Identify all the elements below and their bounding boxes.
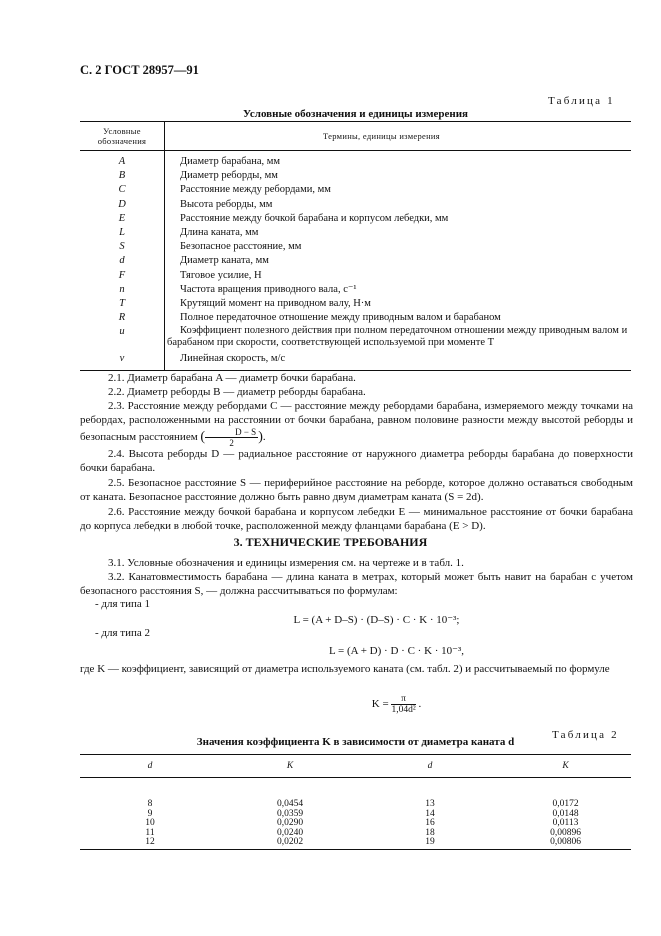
table2 [80, 754, 631, 850]
table1 [80, 121, 631, 371]
table1-definition: Диаметр реборды, мм [180, 170, 278, 182]
table2-cell: 12 [80, 838, 220, 849]
fraction-pi-over-104d2: $\frac{\pi}{\text{1,04d²}}$ [391, 694, 416, 715]
table2-label: Таблица 2 [552, 729, 619, 741]
table2-cell: 0,0454 [276, 799, 304, 809]
paragraph-2-3-text: 2.3. Расстояние между ребордами C — расстояние между ребордами барабана, измеряемого между точками на ребордах, расположенными на расстоянии от бочки барабана, равном половине разности между высотой реборды и безопасным расстоянием [80, 400, 633, 444]
table2-cell: 9 [147, 808, 153, 819]
paragraph-3-2: 3.2. Канатовместимость барабана — длина каната в метрах, который может быть навит на барабан с учетом безопасного расстояния S, — должна рассчитываться по формулам: [80, 571, 633, 598]
table1-definition: Высота реборды, мм [180, 198, 273, 210]
table2-cell: 0,00896 [550, 827, 581, 838]
table1-definition: Диаметр барабана, мм [180, 156, 281, 167]
table1-symbol: u [80, 325, 165, 352]
table2-cell: 0,0172 [552, 799, 579, 809]
table1-definition: Безопасное расстояние, мм [180, 241, 302, 253]
table2-cell: 0,0113 [552, 818, 579, 829]
table1-symbol: F [80, 269, 165, 283]
table2-cell: 16 [425, 818, 435, 829]
table2-header-k: K [220, 755, 360, 778]
paragraph-3-1: 3.1. Условные обозначения и единицы измерения см. на чертеже и в табл. 1. [108, 557, 464, 569]
type-1-label: - для типа 1 [95, 598, 151, 610]
table2-caption: Значения коэффициента K в зависимости от диаметра каната d [196, 736, 515, 748]
table2-cell: 0,0240 [276, 827, 304, 838]
type-2-label: - для типа 2 [95, 627, 151, 639]
table1-col2-header: Термины, единицы измерения [165, 122, 632, 151]
paragraph-2-3: 2.3. Расстояние между ребордами C — расстояние между ребордами барабана, измеряемого между точками на ребордах, расположенными на расстоянии от бочки барабана, равном половине разности между высотой реборды и безопасным расстоянием ( $\frac{D - S}{2}$). [80, 400, 633, 449]
table2-cell: 0,0148 [552, 808, 579, 819]
paragraph-2-4: 2.4. Высота реборды D — радиальное расстояние от наружного диаметра реборды барабана до поверхности бочки барабана. [80, 448, 633, 475]
table2-cell: 14 [425, 808, 435, 819]
fraction-d-minus-s-over-2: $\frac{D - S}{2}$ [205, 427, 258, 448]
table2-header-d: d [80, 755, 220, 778]
table1-symbol: C [80, 183, 165, 197]
table1-symbol: E [80, 212, 165, 226]
table1-definition: Полное передаточное отношение между приводным валом и барабаном [180, 312, 501, 324]
table1-symbol: B [80, 169, 165, 183]
table2-cell: 10 [145, 818, 155, 829]
table2-cell: 13 [425, 799, 435, 809]
table1-definition: Тяговое усилие, Н [180, 269, 262, 281]
paragraph-2-5: 2.5. Безопасное расстояние S — периферийное расстояние на реборде, которое должно оставаться свободным от каната. Безопасное расстояние должно быть равно двум диаметрам каната (S = 2d). [80, 477, 633, 504]
table2-cell: 19 [360, 838, 500, 849]
table1-definition: Крутящий момент на приводном валу, Н·м [180, 298, 371, 310]
paragraph-where-k: где K — коэффициент, зависящий от диаметра используемого каната (см. табл. 2) и рассчитываемый по формуле [80, 663, 610, 675]
table1-definition: Диаметр каната, мм [180, 255, 269, 267]
table2-cell: 0,0290 [276, 818, 304, 829]
table1-symbol: D [80, 198, 165, 212]
table1-symbol: v [80, 352, 165, 370]
table1-definition: Коэффициент полезного действия при полном передаточном отношении между приводным валом и барабаном при скорости, соответствующей используемой при моменте T [167, 325, 628, 348]
table2-header-d: d [360, 755, 500, 778]
table1-symbol: R [80, 311, 165, 325]
table1-symbol: n [80, 283, 165, 297]
table1-col1-header: Условные обозначения [80, 122, 165, 151]
paragraph-2-6: 2.6. Расстояние между бочкой барабана и корпусом лебедки E — минимальное расстояние от бочки барабана до корпуса лебедки в любой точке, расположенной между фланцами барабана (E > D). [80, 506, 633, 533]
table1-caption: Условные обозначения и единицы измерения [243, 108, 468, 120]
table2-cell: 18 [425, 827, 435, 838]
table2-cell: 0,0202 [220, 838, 360, 849]
table1-definition: Частота вращения приводного вала, с⁻¹ [180, 283, 357, 295]
section-3-title: 3. ТЕХНИЧЕСКИЕ ТРЕБОВАНИЯ [233, 535, 428, 549]
page-header: С. 2 ГОСТ 28957—91 [80, 63, 199, 77]
table1-symbol: A [80, 151, 165, 170]
table1-definition: Линейная скорость, м/с [165, 352, 632, 370]
table1-symbol: d [80, 254, 165, 268]
table2-cell: 8 [147, 799, 153, 809]
formula-type-1: L = (A + D–S) · (D–S) · C · K · 10⁻³; [293, 614, 460, 626]
table1-definition: Расстояние между бочкой барабана и корпусом лебедки, мм [180, 212, 449, 224]
formula-k: K = $\frac{\pi}{\text{1,04d²}}$ . [371, 694, 422, 715]
paragraph-2-1: 2.1. Диаметр барабана A — диаметр бочки барабана. [108, 372, 356, 384]
table1-symbol: L [80, 226, 165, 240]
table1-symbol: S [80, 240, 165, 254]
table1-definition: Длина каната, мм [180, 227, 259, 239]
formula-type-2: L = (A + D) · D · C · K · 10⁻³, [328, 645, 465, 657]
table1-label: Таблица 1 [548, 95, 615, 107]
table2-cell: 0,00806 [500, 838, 631, 849]
table2-cell: 11 [145, 827, 155, 838]
table2-cell: 0,0359 [276, 808, 304, 819]
table2-header-k: K [500, 755, 631, 778]
paragraph-2-2: 2.2. Диаметр реборды B — диаметр реборды барабана. [108, 386, 366, 398]
table1-definition: Расстояние между ребордами, мм [180, 184, 331, 196]
table1-symbol: T [80, 297, 165, 311]
